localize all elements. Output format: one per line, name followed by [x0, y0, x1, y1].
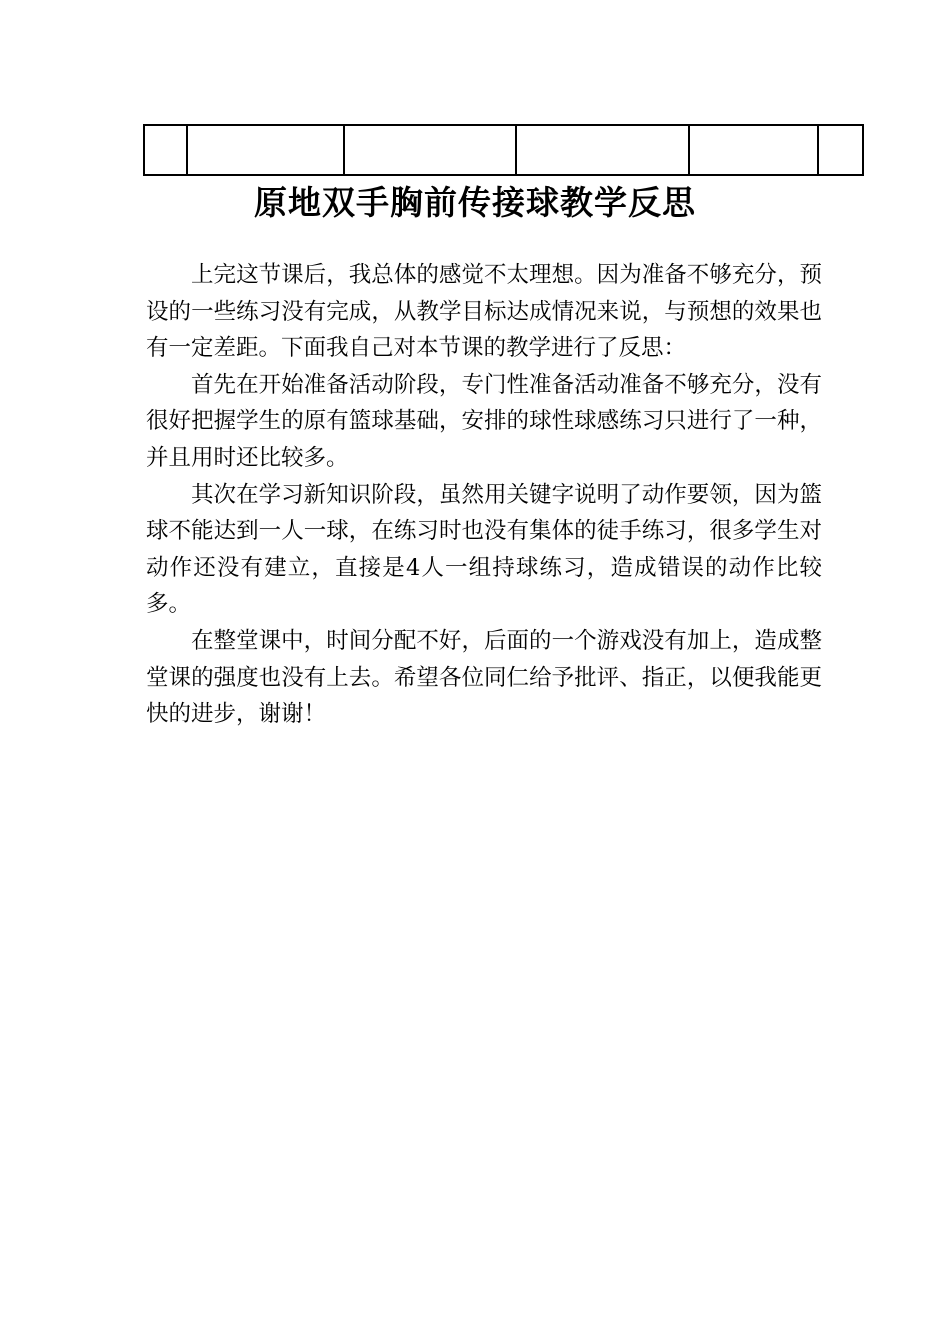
header-cell	[516, 125, 689, 175]
paragraph-intro: 上完这节课后，我总体的感觉不太理想。因为准备不够充分，预设的一些练习没有完成，从教学目标达成情况来说，与预想的效果也有一定差距。下面我自己对本节课的教学进行了反思：	[146, 262, 822, 362]
document-body	[146, 257, 822, 733]
paragraph-first-point: 首先在开始准备活动阶段，专门性准备活动准备不够充分，没有很好把握学生的原有篮球基础，安排的球性球感练习只进行了一种，并且用时还比较多。	[146, 371, 822, 471]
header-cell	[818, 125, 863, 175]
header-cell	[689, 125, 818, 175]
header-table-row	[144, 125, 863, 175]
header-table	[143, 124, 864, 176]
header-cell	[344, 125, 516, 175]
header-cell	[187, 125, 344, 175]
paragraph-conclusion: 在整堂课中，时间分配不好，后面的一个游戏没有加上，造成整堂课的强度也没有上去。希望各位同仁给予批评、指正，以便我能更快的进步，谢谢！	[146, 627, 822, 728]
paragraph-second-point: 其次在学习新知识阶段，虽然用关键字说明了动作要领，因为篮球不能达到一人一球，在练习时也没有集体的徒手练习，很多学生对动作还没有建立，直接是4人一组持球练习，造成错误的动作比较多。	[146, 481, 822, 618]
header-cell	[144, 125, 187, 175]
document-title: 原地双手胸前传接球教学反思	[254, 183, 696, 222]
